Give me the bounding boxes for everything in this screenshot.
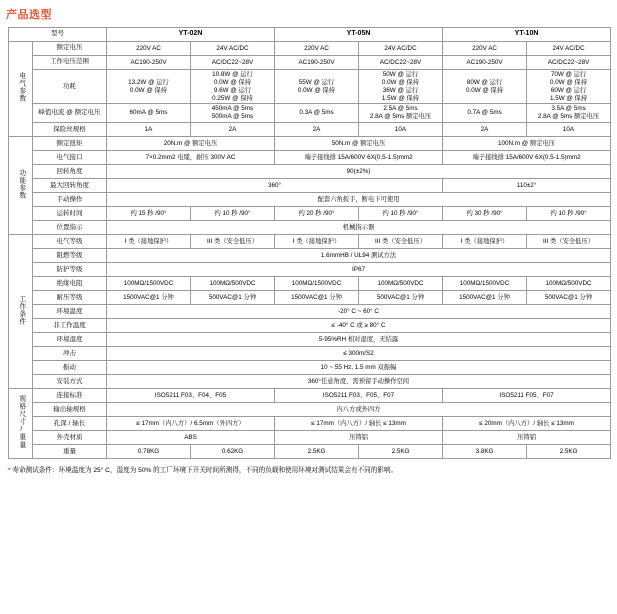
row-label: 绝缘电阻	[33, 277, 107, 291]
table-cell: 0.7A @ 5ms	[443, 104, 527, 123]
table-cell: 2A	[443, 123, 527, 137]
table-row	[9, 417, 611, 431]
row-label: 回转角度	[33, 165, 107, 179]
table-cell: ISO5211 F03、F05、F07	[275, 389, 443, 403]
table-cell: 55W @ 运行 0.0W @ 保持	[275, 70, 359, 104]
table-cell: 1.6mmHB / UL94 测试方法	[107, 249, 611, 263]
table-row	[9, 179, 611, 193]
table-cell: 2.5KG	[527, 445, 611, 459]
row-label: 最大回转角度	[33, 179, 107, 193]
row-label: 手动操作	[33, 193, 107, 207]
table-cell: -20° C ~ 60° C	[107, 305, 611, 319]
table-row	[9, 389, 611, 403]
table-cell: 7×0.2mm2 电缆，耐压 300V AC	[107, 151, 275, 165]
table-cell: 220V AC	[275, 42, 359, 56]
table-cell: AC190-250V	[443, 56, 527, 70]
table-row	[9, 137, 611, 151]
table-cell: ISO5211 F03、F04、F05	[107, 389, 275, 403]
row-label: 保险丝规格	[33, 123, 107, 137]
row-label: 工作电压范围	[33, 56, 107, 70]
table-cell: 1500VAC@1 分钟	[443, 291, 527, 305]
table-cell: 70W @ 运行 0.0W @ 保持 60W @ 运行 1.5W @ 保持	[527, 70, 611, 104]
table-cell: III 类（安全低压）	[191, 235, 275, 249]
header-model-1: YT-02N	[107, 28, 275, 42]
specification-table	[8, 27, 611, 459]
table-row	[9, 193, 611, 207]
row-label: 峰值电流 @ 额定电压	[33, 104, 107, 123]
table-cell: AC190-250V	[107, 56, 191, 70]
table-cell: 100N.m @ 额定电压	[443, 137, 611, 151]
table-cell: 0.3A @ 5ms	[275, 104, 359, 123]
table-cell: 1500VAC@1 分钟	[275, 291, 359, 305]
table-row	[9, 207, 611, 221]
row-label: 位置指示	[33, 221, 107, 235]
table-cell: ≤ 17mm（内八方）/ 6.5mm（外四方）	[107, 417, 275, 431]
table-cell: 100MΩ/1500VDC	[443, 277, 527, 291]
table-cell: 500VAC@1 分钟	[359, 291, 443, 305]
header-label: 型号	[9, 28, 107, 42]
table-cell: 360°任意角度，需预留手动操作空间	[107, 375, 611, 389]
table-cell: ABS	[107, 431, 275, 445]
table-row	[9, 165, 611, 179]
group-label-function: 功能参数	[9, 137, 33, 235]
table-cell: 100MΩ/500VDC	[191, 277, 275, 291]
table-cell: AC/DC22~28V	[359, 56, 443, 70]
row-label: 额定扭矩	[33, 137, 107, 151]
table-row	[9, 361, 611, 375]
table-cell: 10 ~ 55 Hz, 1.5 mm 双振幅	[107, 361, 611, 375]
table-row	[9, 151, 611, 165]
table-row	[9, 42, 611, 56]
table-cell: 24V AC/DC	[527, 42, 611, 56]
row-label: 阻燃等级	[33, 249, 107, 263]
footnote-text: 寿命测试条件：环境温度为 25° C，湿度为 50% 的工厂环境下开关时间所测得，不同的负载和使用环境对测试结果会有不同的影响。	[12, 467, 398, 475]
table-cell: 端子接线排 15A/600V 6X(0.5-1.5)mm2	[275, 151, 443, 165]
table-cell: ISO5211 F05、F07	[443, 389, 611, 403]
table-cell: IP67	[107, 263, 611, 277]
table-cell: III 类（安全低压）	[359, 235, 443, 249]
row-label: 环境温度	[33, 305, 107, 319]
table-cell: I 类（接地保护）	[107, 235, 191, 249]
table-cell: 500VAC@1 分钟	[191, 291, 275, 305]
table-cell: 约 10 秒 /90°	[527, 207, 611, 221]
table-cell: 3.8KG	[443, 445, 527, 459]
row-label: 耐压等级	[33, 291, 107, 305]
table-cell: III 类（安全低压）	[527, 235, 611, 249]
table-cell: 2A	[191, 123, 275, 137]
table-cell: ≤ 20mm（内八方）/ 轴长 ≤ 13mm	[443, 417, 611, 431]
row-label: 功耗	[33, 70, 107, 104]
footnote	[8, 466, 609, 476]
table-cell: I 类（接地保护）	[275, 235, 359, 249]
table-cell: 80W @ 运行 0.0W @ 保持	[443, 70, 527, 104]
row-label: 额定电压	[33, 42, 107, 56]
table-cell: 500VAC@1 分钟	[527, 291, 611, 305]
table-cell: 100MΩ/1500VDC	[275, 277, 359, 291]
table-cell: AC/DC22~28V	[527, 56, 611, 70]
table-cell: 24V AC/DC	[359, 42, 443, 56]
table-cell: 10A	[527, 123, 611, 137]
table-row	[9, 123, 611, 137]
table-row	[9, 235, 611, 249]
table-cell: AC190-250V	[275, 56, 359, 70]
row-label: 重量	[33, 445, 107, 459]
table-body	[9, 28, 611, 459]
table-cell: 110±2°	[443, 179, 611, 193]
row-label: 外壳材质	[33, 431, 107, 445]
table-cell: 压铸铝	[443, 431, 611, 445]
table-cell: AC/DC22~28V	[191, 56, 275, 70]
table-row	[9, 56, 611, 70]
table-row	[9, 319, 611, 333]
group-label-size: 规格尺寸/重量	[9, 389, 33, 459]
table-cell: 220V AC	[107, 42, 191, 56]
table-cell: 端子接线排 15A/600V 6X(0.5-1.5)mm2	[443, 151, 611, 165]
table-cell: 2.5KG	[275, 445, 359, 459]
table-row	[9, 305, 611, 319]
header-model-3: YT-10N	[443, 28, 611, 42]
row-label: 输出轴规格	[33, 403, 107, 417]
table-cell: 1500VAC@1 分钟	[107, 291, 191, 305]
table-cell: 2.5A @ 5ms 2.8A @ 5ms 额定电压	[359, 104, 443, 123]
page-title: 产品选型	[6, 9, 52, 21]
table-cell: 约 20 秒 /90°	[275, 207, 359, 221]
row-label: 非工作温度	[33, 319, 107, 333]
table-cell: 3.5A @ 5ms 2.8A @ 5ms 额定电压	[527, 104, 611, 123]
table-cell: 1A	[107, 123, 191, 137]
group-label-electrical: 电气参数	[9, 42, 33, 137]
table-cell: ≤ -40° C 或 ≥ 80° C	[107, 319, 611, 333]
row-label: 防护等级	[33, 263, 107, 277]
table-cell: 5-95%RH 相对湿度，无结露	[107, 333, 611, 347]
table-row	[9, 249, 611, 263]
table-row	[9, 333, 611, 347]
row-label: 运转时间	[33, 207, 107, 221]
table-cell: 100MΩ/500VDC	[527, 277, 611, 291]
table-row	[9, 375, 611, 389]
table-header-row	[9, 28, 611, 42]
table-cell: 约 10 秒 /90°	[191, 207, 275, 221]
table-row	[9, 347, 611, 361]
table-row	[9, 263, 611, 277]
table-cell: 13.2W @ 运行 0.0W @ 保持	[107, 70, 191, 104]
table-cell: 0.62KG	[191, 445, 275, 459]
table-row	[9, 291, 611, 305]
table-cell: 50W @ 运行 0.0W @ 保持 36W @ 运行 1.5W @ 保持	[359, 70, 443, 104]
table-cell: ≤ 300m/S2	[107, 347, 611, 361]
table-row	[9, 277, 611, 291]
row-label: 安装方式	[33, 375, 107, 389]
table-row	[9, 221, 611, 235]
table-cell: ≤ 17mm（内八方）/ 轴长 ≤ 13mm	[275, 417, 443, 431]
table-cell: 20N.m @ 额定电压	[107, 137, 275, 151]
table-cell: 60mA @ 5ms	[107, 104, 191, 123]
table-cell: 机械指示器	[107, 221, 611, 235]
table-cell: 100MΩ/500VDC	[359, 277, 443, 291]
row-label: 环境湿度	[33, 333, 107, 347]
row-label: 电气接口	[33, 151, 107, 165]
table-row	[9, 104, 611, 123]
table-cell: 约 15 秒 /90°	[107, 207, 191, 221]
table-cell: 内八方或外四方	[107, 403, 611, 417]
row-label: 连接标准	[33, 389, 107, 403]
table-cell: 2A	[275, 123, 359, 137]
table-cell: 100MΩ/1500VDC	[107, 277, 191, 291]
table-row	[9, 445, 611, 459]
table-cell: 220V AC	[443, 42, 527, 56]
row-label: 冲击	[33, 347, 107, 361]
table-cell: 约 10 秒 /90°	[359, 207, 443, 221]
table-cell: 10A	[359, 123, 443, 137]
table-cell: 约 30 秒 /90°	[443, 207, 527, 221]
table-cell: 2.5KG	[359, 445, 443, 459]
table-cell: 0.78KG	[107, 445, 191, 459]
header-model-2: YT-05N	[275, 28, 443, 42]
table-cell: 10.8W @ 运行 0.0W @ 保持 9.6W @ 运行 0.25W @ 保持	[191, 70, 275, 104]
row-label: 孔深 / 轴长	[33, 417, 107, 431]
table-row	[9, 403, 611, 417]
table-row	[9, 70, 611, 104]
table-cell: I 类（接地保护）	[443, 235, 527, 249]
table-cell: 配套六角扳手，断电下可使用	[107, 193, 611, 207]
table-cell: 压铸铝	[275, 431, 443, 445]
table-row	[9, 431, 611, 445]
table-cell: 450mA @ 5ms 500mA @ 5ms	[191, 104, 275, 123]
table-cell: 90(±2%)	[107, 165, 611, 179]
footnote-star: *	[8, 467, 11, 475]
row-label: 电气等级	[33, 235, 107, 249]
table-cell: 360°	[107, 179, 443, 193]
table-cell: 24V AC/DC	[191, 42, 275, 56]
table-cell: 50N.m @ 额定电压	[275, 137, 443, 151]
group-label-working: 工作条件	[9, 235, 33, 389]
row-label: 振动	[33, 361, 107, 375]
